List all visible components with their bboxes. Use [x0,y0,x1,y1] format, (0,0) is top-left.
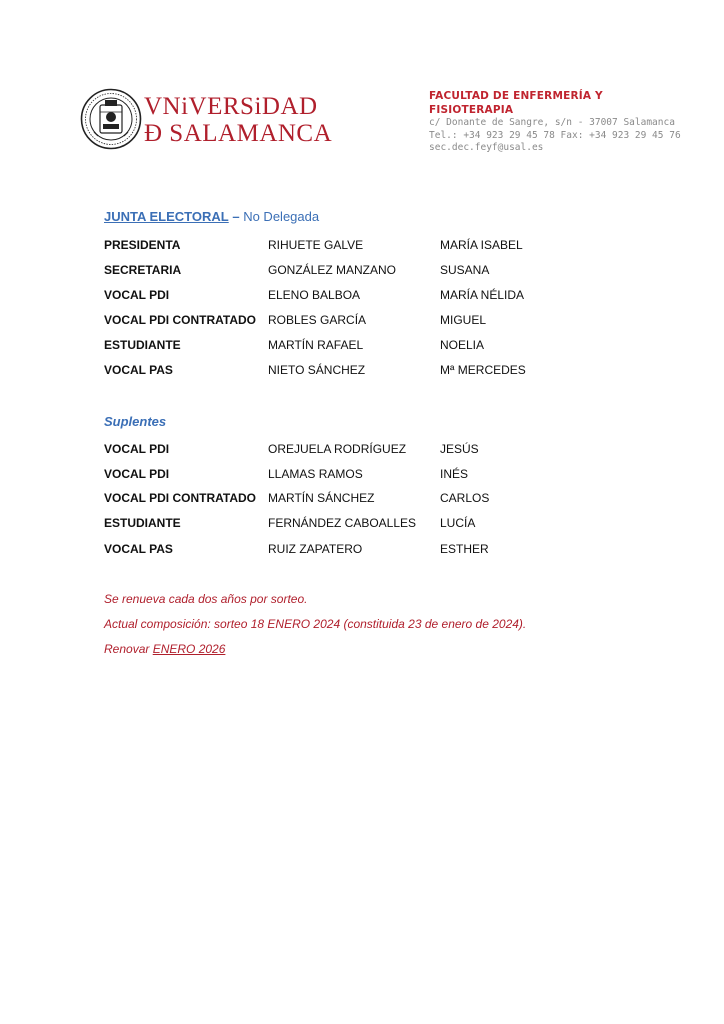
member-role: VOCAL PDI CONTRATADO [104,313,256,327]
member-name: Mª MERCEDES [440,363,526,377]
junta-subtitle: No Delegada [243,209,320,224]
junta-title: JUNTA ELECTORAL [104,209,229,224]
member-role: VOCAL PAS [104,363,173,377]
member-surname: MARTÍN SÁNCHEZ [268,491,375,505]
member-surname: NIETO SÁNCHEZ [268,363,366,377]
member-role: VOCAL PAS [104,542,173,556]
member-name: MARÍA ISABEL [440,238,523,252]
university-seal-icon [80,88,142,150]
member-name: JESÚS [440,442,479,456]
suplentes-heading: Suplentes [104,414,167,429]
member-surname: OREJUELA RODRÍGUEZ [268,442,407,456]
member-name: MARÍA NÉLIDA [440,288,525,302]
member-role: PRESIDENTA [104,238,181,252]
logo-line-1: VNiVERSiDAD [144,93,318,120]
current-composition-note: Actual composición: sorteo 18 ENERO 2024 (constituida 23 de enero de 2024). [104,617,527,631]
member-surname: RUIZ ZAPATERO [268,542,363,556]
member-surname: ROBLES GARCÍA [268,313,367,327]
member-surname: RIHUETE GALVE [268,238,364,252]
faculty-address: c/ Donante de Sangre, s/n - 37007 Salamanca [429,117,675,128]
faculty-address-block [429,89,681,155]
member-name: INÉS [440,467,469,481]
faculty-email: sec.dec.feyf@usal.es [429,142,544,153]
university-logo [144,93,332,147]
member-role: VOCAL PDI CONTRATADO [104,491,256,505]
member-name: CARLOS [440,491,490,505]
member-role: ESTUDIANTE [104,516,181,530]
renew-date: ENERO 2026 [152,642,226,656]
faculty-name: FACULTAD DE ENFERMERÍA Y FISIOTERAPIA [429,90,603,116]
member-name: SUSANA [440,263,490,277]
member-surname: LLAMAS RAMOS [268,467,363,481]
faculty-phone-fax: Tel.: +34 923 29 45 78 Fax: +34 923 29 45 76 [429,129,681,141]
member-surname: ELENO BALBOA [268,288,361,302]
member-role: VOCAL PDI [104,467,170,481]
member-surname: FERNÁNDEZ CABOALLES [268,516,417,530]
member-surname: GONZÁLEZ MANZANO [268,263,397,277]
member-name: LUCÍA [440,516,476,530]
member-name: NOELIA [440,338,485,352]
member-role: ESTUDIANTE [104,338,181,352]
member-surname: MARTÍN RAFAEL [268,338,364,352]
member-role: SECRETARIA [104,263,182,277]
junta-electoral-heading [104,209,319,225]
member-name: ESTHER [440,542,489,556]
logo-line-2: Ð SALAMANCA [144,120,333,147]
renewal-note: Se renueva cada dos años por sorteo. [104,592,308,606]
member-role: VOCAL PDI [104,442,170,456]
member-name: MIGUEL [440,313,487,327]
member-role: VOCAL PDI [104,288,170,302]
renew-prefix: Renovar [104,642,153,656]
renew-date-note [104,641,225,657]
junta-dash: – [232,209,240,224]
